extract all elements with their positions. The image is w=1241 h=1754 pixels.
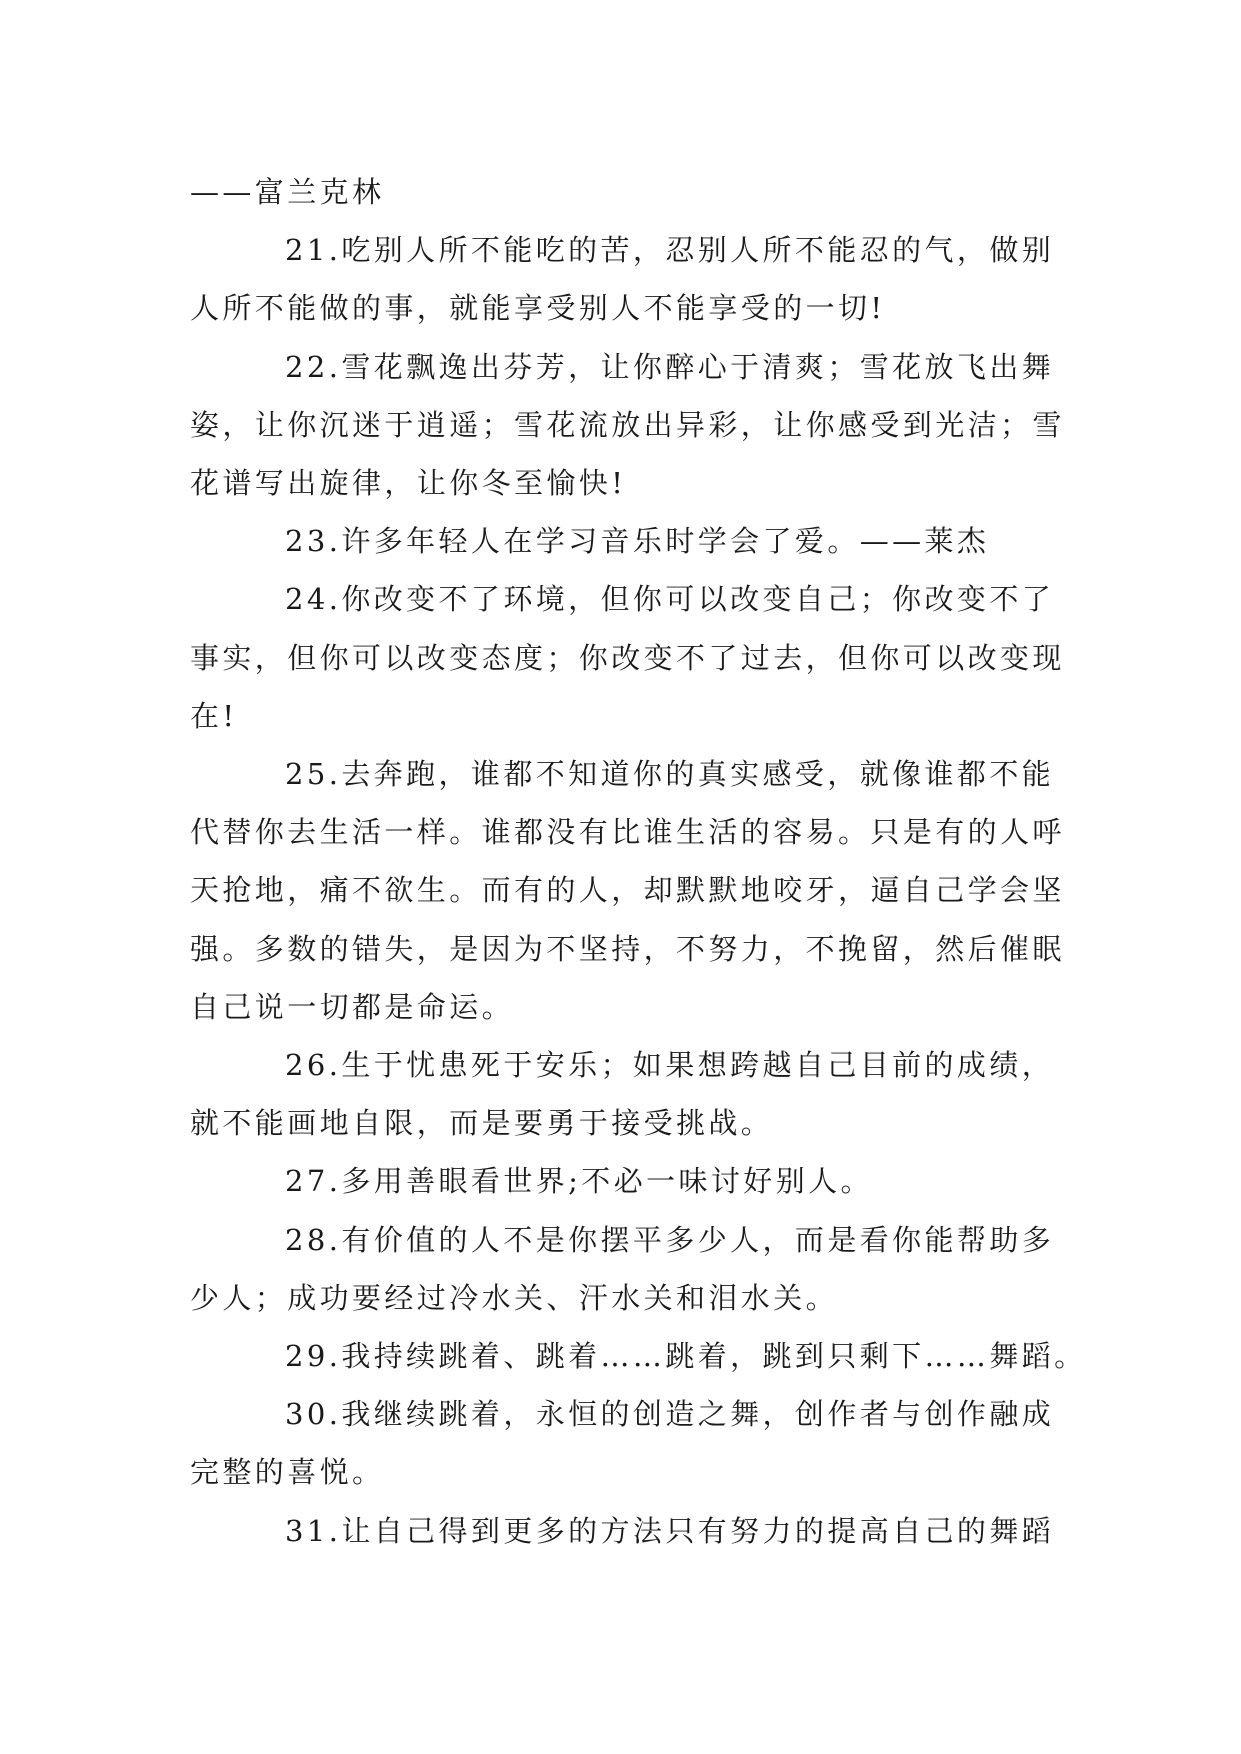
paragraph-30: 30.我继续跳着，永恒的创造之舞，创作者与创作融成完整的喜悦。: [190, 1397, 1055, 1490]
paragraph-26: 26.生于忧患死于安乐；如果想跨越自己目前的成绩，就不能画地自限，而是要勇于接受挑战。: [190, 1048, 1055, 1141]
paragraph-attribution-franklin: ——富兰克林: [190, 175, 385, 209]
paragraph-23: 23.许多年轻人在学习音乐时学会了爱。——莱杰: [285, 524, 990, 559]
paragraph-27: 27.多用善眼看世界;不必一味讨好别人。: [285, 1164, 873, 1199]
document-body: [190, 163, 1087, 1560]
paragraph-22: 22.雪花飘逸出芬芳，让你醉心于清爽；雪花放飞出舞姿，让你沉迷于逍遥；雪花流放出异彩，让你感受到光洁；雪花谱写出旋律，让你冬至愉快!: [190, 349, 1065, 501]
paragraph-31: 31.让自己得到更多的方法只有努力的提高自己的舞蹈: [285, 1513, 1055, 1548]
paragraph-29: 29.我持续跳着、跳着……跳着，跳到只剩下……舞蹈。: [285, 1339, 1087, 1374]
paragraph-21: 21.吃别人所不能吃的苦，忍别人所不能忍的气，做别人所不能做的事，就能享受别人不能享受的一切!: [190, 233, 1055, 326]
paragraph-28: 28.有价值的人不是你摆平多少人，而是看你能帮助多少人；成功要经过冷水关、汗水关和泪水关。: [190, 1222, 1055, 1315]
paragraph-25: 25.去奔跑，谁都不知道你的真实感受，就像谁都不能代替你去生活一样。谁都没有比谁生活的容易。只是有的人呼天抢地，痛不欲生。而有的人，却默默地咬牙，逼自己学会坚强。多数的错失，是因为不坚持，不努力，不挽留，然后催眠自己说一切都是命运。: [190, 757, 1065, 1024]
paragraph-24: 24.你改变不了环境，但你可以改变自己；你改变不了事实，但你可以改变态度；你改变不了过去，但你可以改变现在!: [190, 582, 1065, 733]
